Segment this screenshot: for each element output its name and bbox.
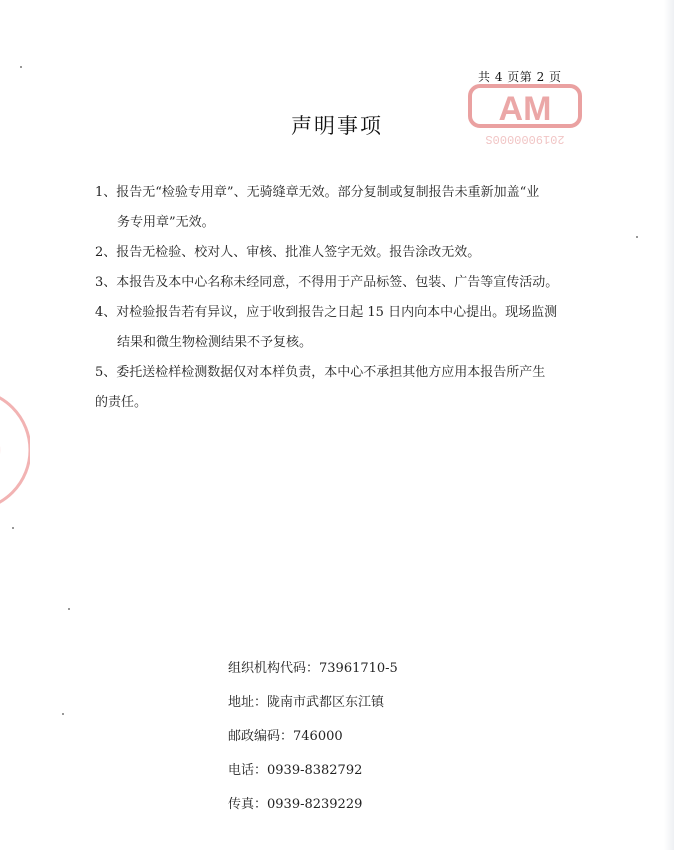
address: 地址：陇南市武都区东江镇 <box>228 695 385 710</box>
scan-speck <box>12 527 14 529</box>
clause-1 <box>95 178 583 238</box>
document-title: 声明事项 <box>291 114 383 138</box>
scan-speck <box>20 66 22 68</box>
fax: 传真：0939-8239229 <box>228 797 363 812</box>
scan-speck <box>62 713 64 715</box>
stamp-serial: 2019000000S <box>485 132 565 146</box>
org-code: 组织机构代码：73961710-5 <box>228 661 398 676</box>
clause-1-line-2: 务专用章”无效。 <box>117 215 215 230</box>
clause-4-line-1: 4、对检验报告若有异议，应于收到报告之日起 15 日内向本中心提出。现场监测 <box>95 305 558 320</box>
postal-code: 邮政编码：746000 <box>228 729 343 744</box>
clause-2-line-1: 2、报告无检验、校对人、审核、批准人签字无效。报告涂改无效。 <box>95 245 481 260</box>
stamp-label: AM <box>498 90 552 128</box>
scan-speck <box>636 236 638 238</box>
clause-1-line-1: 1、报告无“检验专用章”、无骑缝章无效。部分复制或复制报告未重新加盖“业 <box>95 185 540 200</box>
page-number: 共 4 页第 2 页 <box>478 70 562 84</box>
clause-2 <box>95 238 583 268</box>
scan-speck <box>68 608 70 610</box>
clause-5-line-1: 5、委托送检样检测数据仅对本样负责，本中心不承担其他方应用本报告所产生 <box>95 365 546 380</box>
clause-4-line-2: 结果和微生物检测结果不予复核。 <box>117 335 313 350</box>
contact-info <box>228 652 398 822</box>
clause-3 <box>95 268 583 298</box>
clause-4 <box>95 298 583 358</box>
phone: 电话：0939-8382792 <box>228 763 363 778</box>
clause-5-line-2: 的责任。 <box>95 395 148 410</box>
left-seal-stamp <box>0 385 30 515</box>
clause-3-line-1: 3、本报告及本中心名称未经同意，不得用于产品标签、包装、广告等宣传活动。 <box>95 275 559 290</box>
declaration-clauses <box>95 178 583 418</box>
clause-5 <box>95 358 583 418</box>
